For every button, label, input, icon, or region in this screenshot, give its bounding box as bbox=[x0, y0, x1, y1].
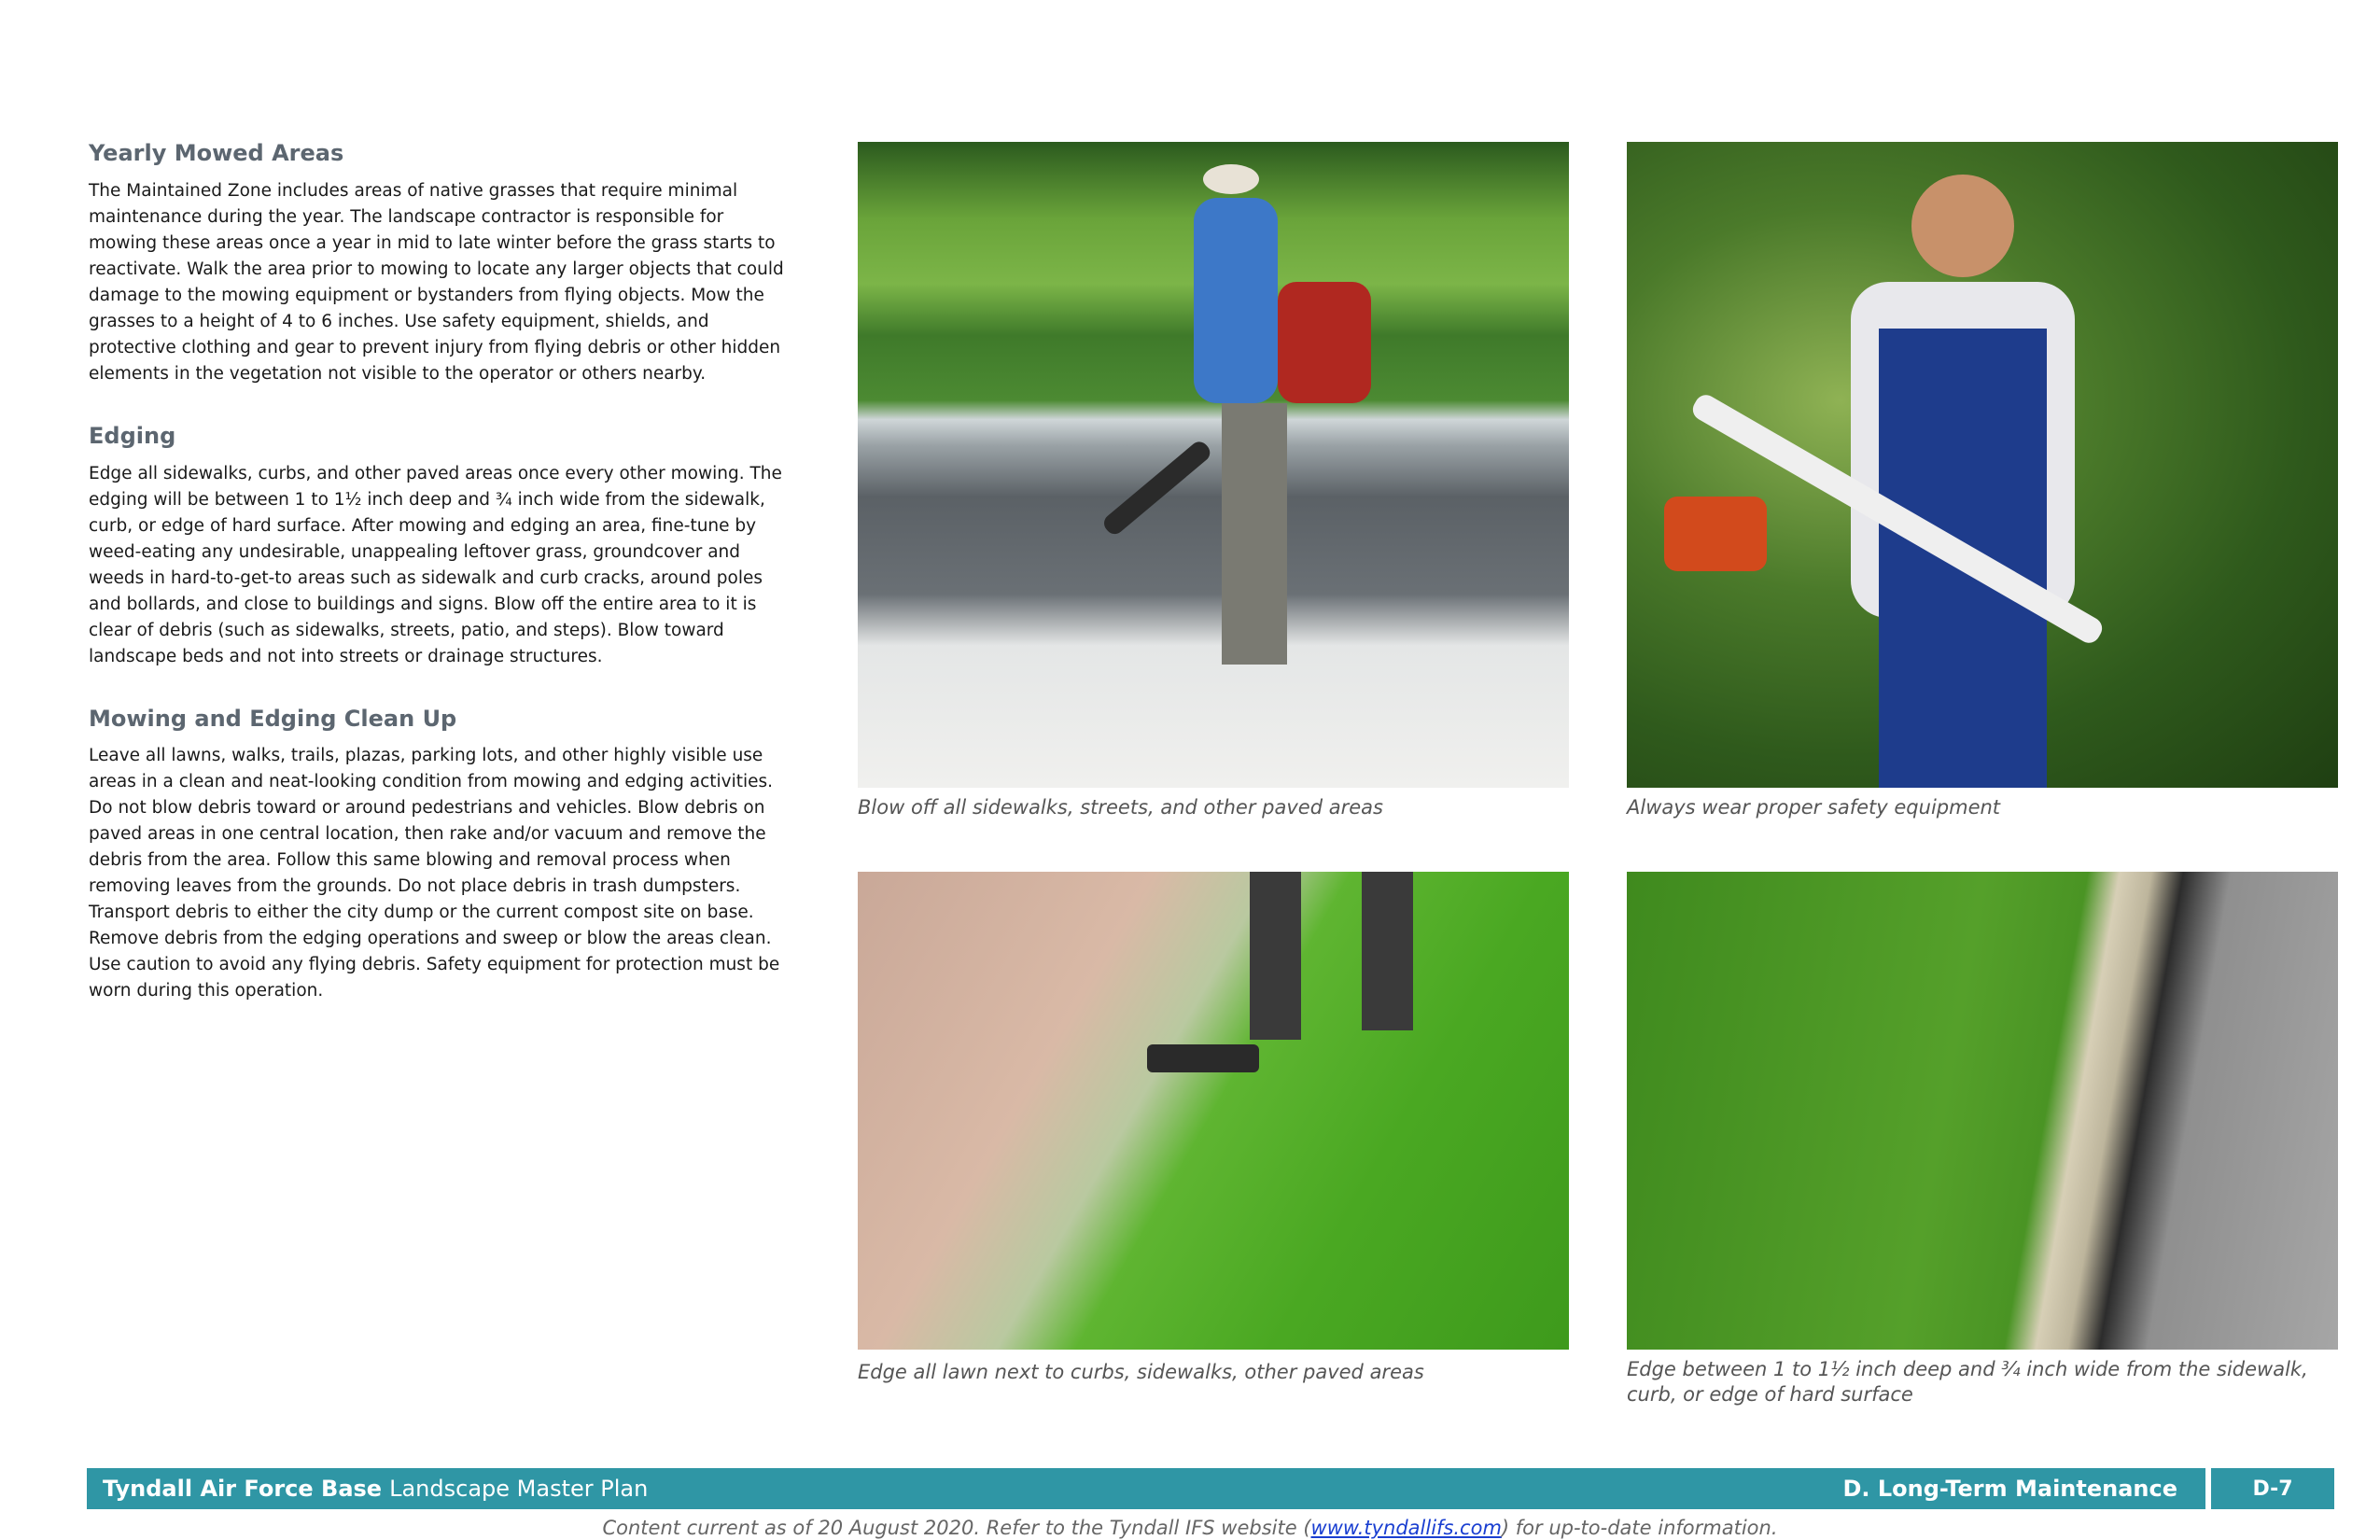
heading-yearly-mowed-areas: Yearly Mowed Areas bbox=[89, 140, 344, 166]
photo-trimmer-illustration bbox=[1627, 142, 2338, 788]
photo-edging-trimmer bbox=[858, 872, 1569, 1350]
caption-photo-2: Always wear proper safety equipment bbox=[1627, 796, 2001, 819]
caption-photo-1: Blow off all sidewalks, streets, and other paved areas bbox=[858, 796, 1383, 819]
heading-mowing-edging-clean-up: Mowing and Edging Clean Up bbox=[89, 705, 457, 732]
heading-edging: Edging bbox=[89, 422, 176, 449]
photo-leaf-blower-illustration bbox=[858, 142, 1569, 788]
paragraph-edging: Edge all sidewalks, curbs, and other paved areas once every other mowing. The edging will be between 1 to 1½ inch deep and ¾ inch wide from the sidewalk, curb, or edge of hard surface. After mowing and edging an area, fine-tune by weed-eating any undesirable, unappealing leftover grass, groundcover and weeds in hard-to-get-to areas such as sidewalk and curb cracks, around poles and bollards, and close to buildings and signs. Blow off the entire area to it is clear of debris (such as sidewalks, streets, patio, and steps). Blow toward landscape beds and not into streets or drainage structures. bbox=[89, 463, 782, 666]
footer-title-bold: Tyndall Air Force Base bbox=[103, 1476, 383, 1502]
footer-page-number: D-7 bbox=[2211, 1468, 2334, 1509]
footer-title-rest: Landscape Master Plan bbox=[389, 1476, 649, 1502]
tyndall-ifs-link[interactable]: www.tyndallifs.com bbox=[1310, 1517, 1502, 1539]
paragraph-yearly-mowed-areas: The Maintained Zone includes areas of native grasses that require minimal maintenance during the year. The landscape contractor is responsible for mowing these areas once a year in mid to late winter before the grass starts to reactivate. Walk the area prior to mowing to locate any larger objects that could damage to the mowing equipment or bystanders from flying objects. Mow the grasses to a height of 4 to 6 inches. Use safety equipment, shields, and protective clothing and gear to prevent injury from flying debris or other hidden elements in the vegetation not visible to the operator or others nearby. bbox=[89, 180, 784, 384]
notice-text-after: ) for up-to-date information. bbox=[1501, 1517, 1778, 1539]
caption-photo-4: Edge between 1 to 1½ inch deep and ¾ inch wide from the sidewalk, curb, or edge of hard surface bbox=[1627, 1358, 2308, 1406]
body-text-column bbox=[89, 140, 798, 1040]
photo-grass-curb-edge bbox=[1627, 872, 2338, 1350]
photo-worker-with-trimmer bbox=[1627, 142, 2338, 788]
footer-bar bbox=[87, 1468, 2334, 1509]
footer-section-name: D. Long-Term Maintenance bbox=[1842, 1468, 2205, 1509]
notice-text-before: Content current as of 20 August 2020. Refer to the Tyndall IFS website ( bbox=[602, 1517, 1311, 1539]
footer-document-title bbox=[87, 1468, 1842, 1509]
content-currency-notice bbox=[0, 1517, 2380, 1539]
photo-edging-illustration bbox=[858, 872, 1569, 1350]
paragraph-mowing-edging-clean-up: Leave all lawns, walks, trails, plazas, parking lots, and other highly visible use areas in a clean and neat-looking condition from mowing and edging activities. Do not blow debris toward or around pedestrians and vehicles. Blow debris on paved areas in one central location, then rake and/or vacuum and remove the debris from the area. Follow this same blowing and removal process when removing leaves from the grounds. Do not place debris in trash dumpsters. Transport debris to either the city dump or the current compost site on base. Remove debris from the edging operations and sweep or blow the areas clean. Use caution to avoid any flying debris. Safety equipment for protection must be worn during this operation. bbox=[89, 746, 780, 1001]
photo-leaf-blower-worker bbox=[858, 142, 1569, 788]
caption-photo-3: Edge all lawn next to curbs, sidewalks, other paved areas bbox=[858, 1361, 1424, 1383]
